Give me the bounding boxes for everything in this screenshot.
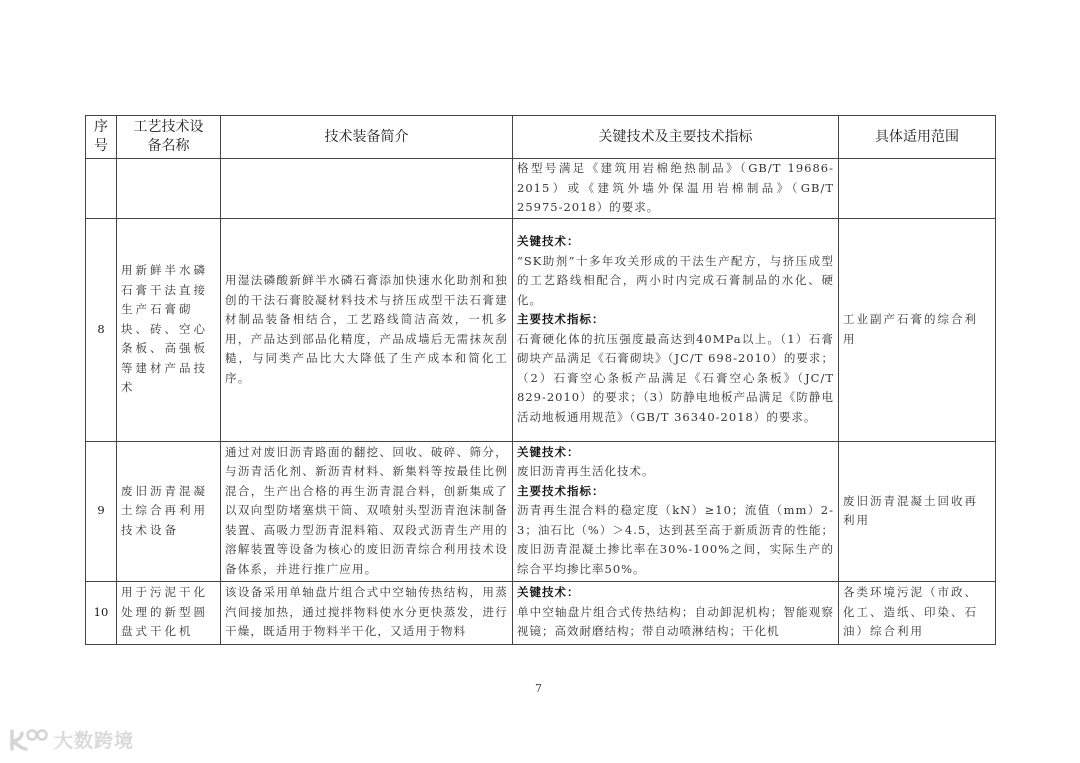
table-header-row	[86, 116, 996, 159]
cell-key-tech	[513, 441, 839, 581]
table-row-continuation	[86, 159, 996, 219]
table-row	[86, 581, 996, 644]
cell-name	[117, 159, 221, 219]
cell-intro: 该设备采用单轴盘片组合式中空轴传热结构，用蒸汽间接加热，通过搅拌物料使水分更快蒸发，进行干燥，既适用于物料半干化，又适用于物料	[221, 581, 513, 644]
key-tech-label: 关键技术：	[517, 234, 580, 248]
header-seq: 序 号	[86, 116, 117, 159]
table-row	[86, 441, 996, 581]
key-tech-label: 关键技术：	[517, 585, 580, 600]
header-name: 工艺技术设 备名称	[117, 116, 221, 159]
cell-scope: 各类环境污泥（市政、化工、造纸、印染、石油）综合利用	[839, 581, 996, 644]
page-number: 7	[535, 682, 542, 695]
cell-intro	[221, 159, 513, 219]
header-key-tech: 关键技术及主要技术指标	[513, 116, 839, 159]
cell-seq	[86, 159, 117, 219]
cell-name: 废旧沥青混凝土综合再利用技术设备	[117, 441, 221, 581]
cell-intro: 用湿法磷酸新鲜半水磷石膏添加快速水化助剂和独创的干法石膏胶凝材料技术与挤压成型干法石膏建材制品装备相结合，工艺路线简洁高效，一机多用，产品达到部品化精度，产品成墙后无需抹灰刮糙，与同类产品比大大降低了生产成本和简化工序。	[221, 218, 513, 441]
cell-seq: 10	[86, 581, 117, 644]
cell-name: 用于污泥干化处理的新型圆盘式干化机	[117, 581, 221, 644]
cell-name: 用新鲜半水磷石膏干法直接生产石膏砌块、砖、空心条板、高强板等建材产品技术	[117, 218, 221, 441]
indicator-label: 主要技术指标：	[517, 312, 605, 326]
k100-logo-icon	[8, 727, 48, 753]
technology-table	[85, 115, 996, 645]
cell-scope: 工业副产石膏的综合利用	[839, 218, 996, 441]
watermark-text: 大数跨境	[54, 730, 135, 752]
key-tech-text: 单中空轴盘片组合式传热结构；自动卸泥机构；智能观察视镜；高效耐磨结构；带自动喷淋结构；干化机	[517, 604, 834, 639]
key-tech-label: 关键技术：	[517, 444, 580, 459]
indicator-text: 沥青再生混合料的稳定度（kN）≥10；流值（mm）2-3；油石比（%）＞4.5，达到甚至高于新质沥青的性能；废旧沥青混凝土掺比率在30%-100%之间，实际生产的综合平均掺比率50%。	[517, 503, 834, 576]
cell-key-tech	[513, 581, 839, 644]
table-row	[86, 218, 996, 441]
cell-seq: 9	[86, 441, 117, 581]
cell-intro: 通过对废旧沥青路面的翻挖、回收、破碎、筛分，与沥青活化剂、新沥青材料、新集料等按最佳比例混合，生产出合格的再生沥青混合料，创新集成了以双向型防堵塞烘干筒、双喷射头型沥青泡沫制备装置、高吸力型沥青混料箱、双段式沥青生产用的溶解装置等设备为核心的废旧沥青综合利用技术设备体系，并进行推广应用。	[221, 441, 513, 581]
header-scope: 具体适用范围	[839, 116, 996, 159]
watermark	[8, 726, 134, 753]
indicator-label: 主要技术指标：	[517, 483, 605, 498]
header-intro: 技术装备简介	[221, 116, 513, 159]
cell-key-tech	[513, 218, 839, 441]
indicator-text: 石膏硬化体的抗压强度最高达到40MPa以上。（1）石膏砌块产品满足《石膏砌块》（JC/T 698-2010）的要求；（2）石膏空心条板产品满足《石膏空心条板》（JC/T 829-2010）的要求；（3）防静电地板产品满足《防静电活动地板通用规范》（GB/T 36340-2018）的要求。	[517, 331, 834, 424]
cell-key-tech: 格型号满足《建筑用岩棉绝热制品》（GB/T 19686-2015）或《建筑外墙外保温用岩棉制品》（GB/T 25975-2018）的要求。	[513, 159, 839, 219]
cell-scope: 废旧沥青混凝土回收再利用	[839, 441, 996, 581]
key-tech-text: 废旧沥青再生活化技术。	[517, 464, 655, 479]
key-tech-text: “SK助剂”十多年攻关形成的干法生产配方，与挤压成型的工艺路线相配合，两小时内完成石膏制品的水化、硬化。	[517, 253, 834, 307]
cell-scope	[839, 159, 996, 219]
cell-seq: 8	[86, 218, 117, 441]
